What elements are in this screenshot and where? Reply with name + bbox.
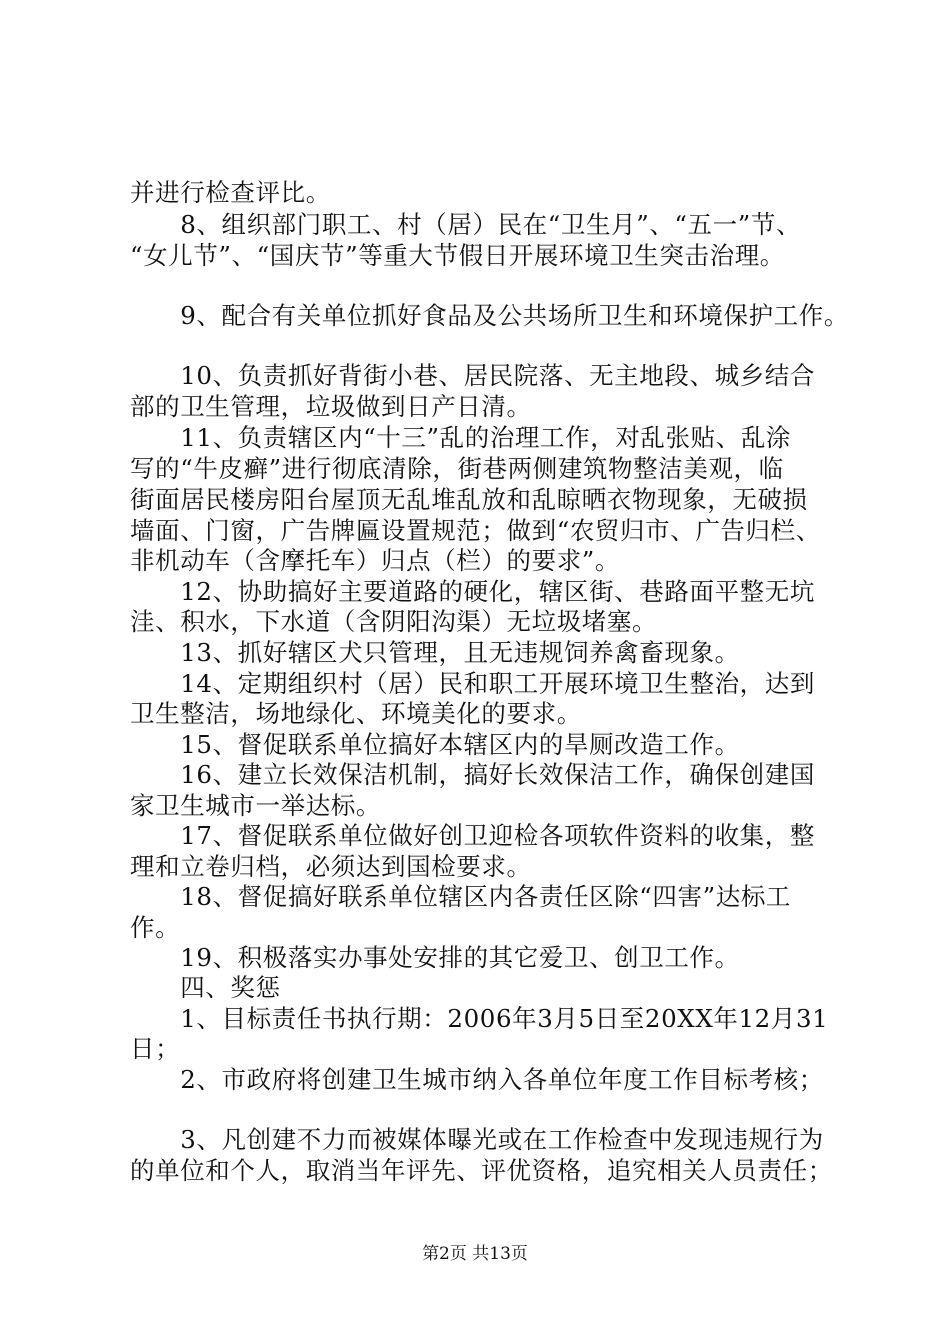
text-line: 13、抓好辖区犬只管理，且无违规饲养禽畜现象。 (130, 638, 740, 667)
text-line: 写的“牛皮癣”进行彻底清除，街巷两侧建筑物整洁美观，临 (130, 454, 784, 483)
text-line: 16、建立长效保洁机制，搞好长效保洁工作，确保创建国 (130, 760, 815, 789)
text-line: 18、督促搞好联系单位辖区内各责任区除“四害”达标工 (130, 882, 792, 911)
text-line: 作。 (130, 913, 181, 942)
text-line: 12、协助搞好主要道路的硬化，辖区街、巷路面平整无坑 (130, 577, 815, 606)
text-line: 街面居民楼房阳台屋顶无乱堆乱放和乱晾晒衣物现象，无破损 (130, 485, 808, 514)
text-line: 2、市政府将创建卫生城市纳入各单位年度工作目标考核； (130, 1065, 824, 1094)
text-line: 非机动车（含摩托车）归点（栏）的要求”。 (130, 546, 621, 575)
text-line: 理和立卷归档，必须达到国检要求。 (130, 852, 532, 881)
text-line: 3、凡创建不力而被媒体曝光或在工作检查中发现违规行为 (130, 1125, 824, 1154)
text-line: 10、负责抓好背街小巷、居民院落、无主地段、城乡结合 (130, 361, 815, 390)
text-line: 四、奖惩 (130, 973, 281, 1002)
text-line: 的单位和个人，取消当年评先、评优资格，追究相关人员责任； (130, 1156, 833, 1185)
text-line: 19、积极落实办事处安排的其它爱卫、创卫工作。 (130, 943, 740, 972)
text-line: 1、目标责任书执行期：2006年3月5日至20XX年12月31 (130, 1004, 829, 1033)
text-line: 17、督促联系单位做好创卫迎检各项软件资料的收集，整 (130, 821, 815, 850)
text-line: 8、组织部门职工、村（居）民在“卫生月”、“五一”节、 (130, 210, 802, 239)
text-line: “女儿节”、“国庆节”等重大节假日开展环境卫生突击治理。 (130, 241, 785, 270)
page-number-footer: 第2页 共13页 (422, 1244, 528, 1264)
text-line: 15、督促联系单位搞好本辖区内的旱厕改造工作。 (130, 730, 740, 759)
text-line: 9、配合有关单位抓好食品及公共场所卫生和环境保护工作。 (130, 301, 849, 330)
text-line: 卫生整洁，场地绿化、环境美化的要求。 (130, 699, 582, 728)
text-line: 11、负责辖区内“十三”乱的治理工作，对乱张贴、乱涂 (130, 423, 792, 452)
text-line: 洼、积水，下水道（含阴阳沟渠）无垃圾堵塞。 (130, 607, 658, 636)
text-line: 家卫生城市一举达标。 (130, 791, 381, 820)
text-line: 并进行检查评比。 (130, 178, 331, 207)
text-line: 14、定期组织村（居）民和职工开展环境卫生整治，达到 (130, 669, 815, 698)
text-line: 部的卫生管理，垃圾做到日产日清。 (130, 392, 532, 421)
text-line: 墙面、门窗，广告牌匾设置规范；做到“农贸归市、广告归栏、 (130, 516, 821, 545)
text-line: 日； (130, 1034, 181, 1063)
